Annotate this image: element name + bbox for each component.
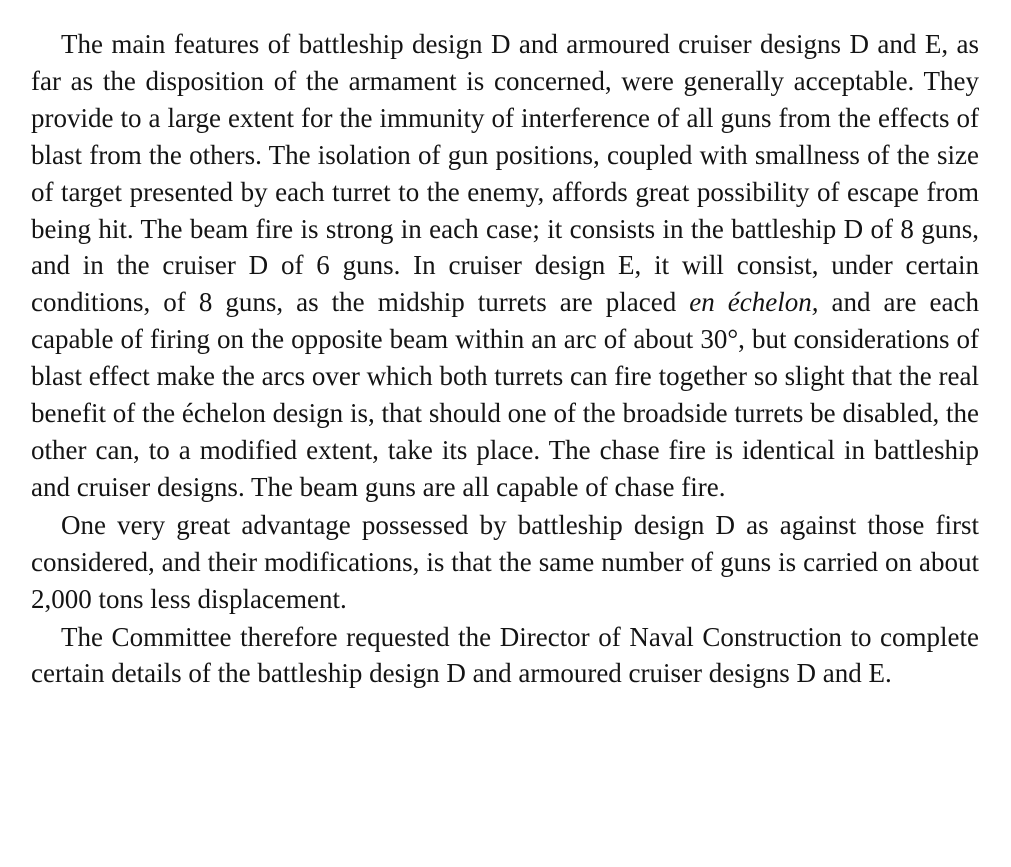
paragraph-text: The main features of battleship design D and armoured cruiser designs D and E, as far as the disposition of the armament is concerned, were generally acceptable. They provide to a large extent for the immunity of interference of all guns from the effects of blast from the others. The isolation of gun positions, coupled with smallness of the size of target presented by each turret to the enemy, affords great possibility of escape from being hit. The beam fire is strong in each case; it consists in the battleship D of 8 guns, and in the cruiser D of 6 guns. In cruiser design E, it will consist, under certain conditions, of 8 guns, as the midship turrets are placed bbox=[31, 29, 979, 318]
paragraph-text: The Committee therefore requested the Director of Naval Construction to complete certain details of the battleship design D and armoured cruiser designs D and E. bbox=[31, 621, 979, 689]
paragraph-displacement-advantage bbox=[31, 507, 979, 618]
paragraph-committee-request bbox=[31, 619, 979, 693]
paragraph-italic-phrase: en échelon, bbox=[689, 287, 819, 318]
paragraph-text: One very great advantage possessed by battleship design D as against those first considered, and their modifications, is that the same number of guns is carried on about 2,000 tons less displacement. bbox=[31, 509, 979, 614]
paragraph-armament-disposition bbox=[31, 26, 979, 506]
paragraph-text: and are each capable of firing on the opposite beam within an arc of about 30°, but considerations of blast effect make the arcs over which both turrets can fire together so slight that the real benefit of the échelon design is, that should one of the broadside turrets be disabled, the other can, to a modified extent, take its place. The chase fire is identical in battleship and cruiser designs. The beam guns are all capable of chase fire. bbox=[31, 287, 980, 502]
